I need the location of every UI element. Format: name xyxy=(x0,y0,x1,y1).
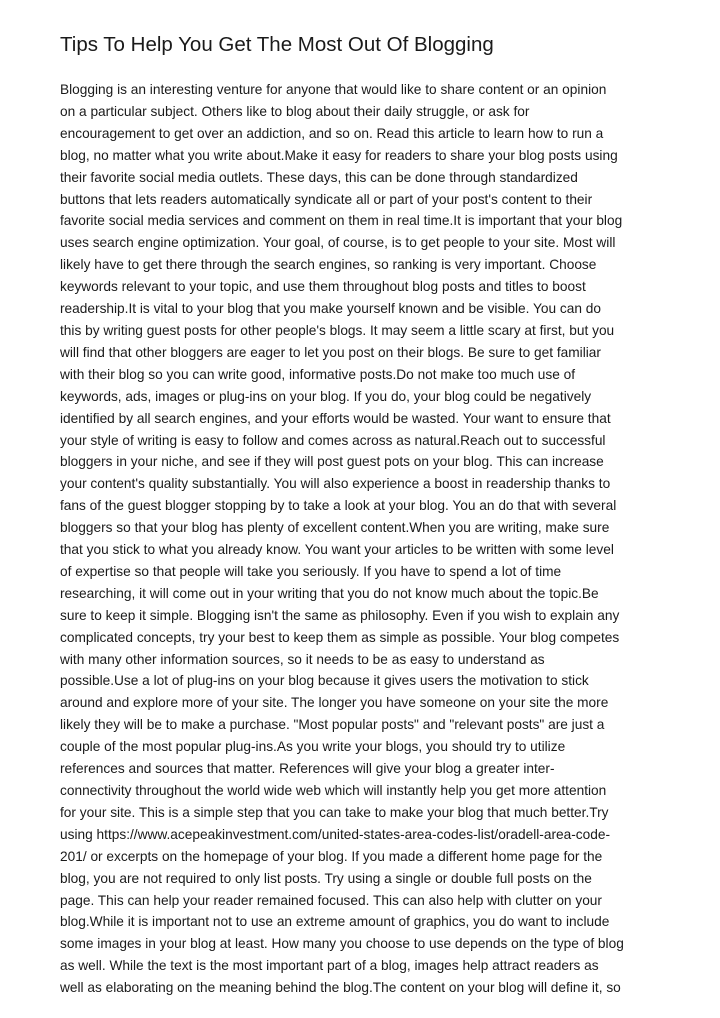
text-line: of expertise so that people will take you seriously. If you have to spend a lot of time xyxy=(60,563,562,579)
text-line: some images in your blog at least. How many you choose to use depends on the type of blog xyxy=(60,936,624,952)
text-line: keywords, ads, images or plug-ins on your blog. If you do, your blog could be negatively xyxy=(60,388,592,404)
text-line: your style of writing is easy to follow and comes across as natural.Reach out to successful xyxy=(60,432,606,448)
text-line: likely they will be to make a purchase. "Most popular posts" and "relevant posts" are just a xyxy=(60,717,605,733)
text-line: favorite social media services and comment on them in real time.It is important that your blog xyxy=(60,213,623,229)
text-line: likely have to get there through the search engines, so ranking is very important. Choose xyxy=(60,257,597,273)
text-line: complicated concepts, try your best to keep them as simple as possible. Your blog competes xyxy=(60,629,620,645)
text-line: keywords relevant to your topic, and use them throughout blog posts and titles to boost xyxy=(60,279,586,295)
article-body xyxy=(60,79,700,999)
text-line: with many other information sources, so it needs to be as easy to understand as xyxy=(60,651,545,667)
text-line: references and sources that matter. References will give your blog a greater inter- xyxy=(60,761,555,777)
text-line: couple of the most popular plug-ins.As you write your blogs, you should try to utilize xyxy=(60,739,566,755)
text-line: readership.It is vital to your blog that you make yourself known and be visible. You can do xyxy=(60,301,601,317)
text-line: their favorite social media outlets. These days, this can be done through standardized xyxy=(60,169,578,185)
text-line: your content's quality substantially. You will also experience a boost in readership thanks to xyxy=(60,476,611,492)
text-line: buttons that lets readers automatically syndicate all or part of your post's content to their xyxy=(60,191,593,207)
text-line: using https://www.acepeakinvestment.com/united-states-area-codes-list/oradell-area-code- xyxy=(60,826,611,842)
text-line: possible.Use a lot of plug-ins on your blog because it gives users the motivation to stick xyxy=(60,673,589,689)
text-line: bloggers in your niche, and see if they will post guest pots on your blog. This can increase xyxy=(60,454,604,470)
text-line: will find that other bloggers are eager to let you post on their blogs. Be sure to get familiar xyxy=(60,344,601,360)
text-line: Blogging is an interesting venture for anyone that would like to share content or an opinion xyxy=(60,82,607,97)
text-line: 201/ or excerpts on the homepage of your blog. If you made a different home page for the xyxy=(60,848,603,864)
text-line: blog.While it is important not to use an extreme amount of graphics, you do want to include xyxy=(60,914,610,930)
text-line: on a particular subject. Others like to blog about their daily struggle, or ask for xyxy=(60,103,530,119)
text-line: sure to keep it simple. Blogging isn't the same as philosophy. Even if you wish to explain any xyxy=(60,607,620,623)
text-line: blog, you are not required to only list posts. Try using a single or double full posts on the xyxy=(60,870,592,886)
text-line: this by writing guest posts for other people's blogs. It may seem a little scary at first, but you xyxy=(60,322,615,338)
text-line: page. This can help your reader remained focused. This can also help with clutter on your xyxy=(60,892,602,908)
text-line: well as elaborating on the meaning behind the blog.The content on your blog will define it, so xyxy=(60,980,621,996)
text-line: blog, no matter what you write about.Make it easy for readers to share your blog posts using xyxy=(60,147,618,163)
text-line: researching, it will come out in your writing that you do not know much about the topic.Be xyxy=(60,585,599,601)
text-line: that you stick to what you already know. You want your articles to be written with some level xyxy=(60,542,614,558)
text-line: encouragement to get over an addiction, and so on. Read this article to learn how to run a xyxy=(60,125,604,141)
page-title: Tips To Help You Get The Most Out Of Blogging xyxy=(60,33,494,56)
text-line: for your site. This is a simple step that you can take to make your blog that much better.Try xyxy=(60,804,609,820)
text-line: around and explore more of your site. The longer you have someone on your site the more xyxy=(60,695,609,711)
text-line: fans of the guest blogger stopping by to take a look at your blog. You an do that with several xyxy=(60,498,617,514)
text-line: uses search engine optimization. Your goal, of course, is to get people to your site. Most will xyxy=(60,235,616,251)
text-line: bloggers so that your blog has plenty of excellent content.When you are writing, make sure xyxy=(60,520,610,536)
text-line: as well. While the text is the most important part of a blog, images help attract readers as xyxy=(60,958,599,974)
text-line: with their blog so you can write good, informative posts.Do not make too much use of xyxy=(60,366,576,382)
text-line: connectivity throughout the world wide web which will instantly help you get more attention xyxy=(60,783,607,798)
text-line: identified by all search engines, and your efforts would be wasted. Your want to ensure that xyxy=(60,410,611,426)
